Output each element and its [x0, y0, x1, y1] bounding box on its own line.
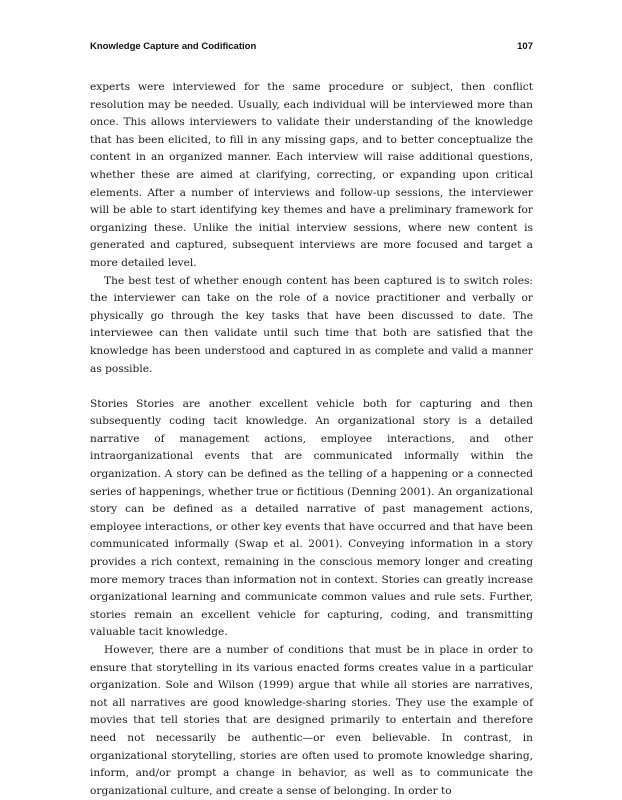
paragraph-1: experts were interviewed for the same procedure or subject, then conflict resolution may be needed. Usually, each individual will be interviewed more than once. This allows interviewers to validate their understanding of the knowledge that has been elicited, to fill in any missing gaps, and to better conceptualize the content in an organized manner. Each interview will raise additional questions, whether these are aimed at clarifying, correcting, or expanding upon critical elements. After a number of interviews and follow-up sessions, the interviewer will be able to start identifying key themes and have a preliminary framework for organizing these. Unlike the initial interview sessions, where new content is generated and captured, subsequent interviews are more focused and target a more detailed level. — [90, 81, 533, 269]
paragraph-2: The best test of whether enough content has been captured is to switch roles: the interviewer can take on the role of a novice practitioner and verbally or physically go through the key tasks that have been discussed to date. The interviewee can then validate until such time that both are satisfied that the knowledge has been understood and captured in as complete and valid a manner as possible. — [90, 274, 533, 375]
body-text — [90, 79, 533, 800]
running-head — [90, 41, 533, 57]
paragraph-3: Stories are another excellent vehicle both for capturing and then subsequently coding tacit knowledge. An organizational story is a detailed narrative of management actions, employee interactions, and other intraorganizational events that are communicated informally within the organization. A story can be defined as the telling of a happening or a connected series of happenings, whether true or fictitious (Denning 2001). An organizational story can be defined as a detailed narrative of past management actions, employee interactions, or other key events that have occurred and that have been communicated informally (Swap et al. 2001). Conveying information in a story provides a rich context, remaining in the conscious memory longer and creating more memory traces than information not in context. Stories can greatly increase organizational learning and communicate common values and rule sets. Further, stories remain an excellent vehicle for capturing, coding, and transmitting valuable tacit knowledge. — [90, 397, 533, 639]
running-title: Knowledge Capture and Codification — [90, 41, 257, 52]
stories-paragraph — [90, 396, 533, 642]
section-heading-stories: Stories — [90, 397, 129, 410]
paragraph-4: However, there are a number of conditions that must be in place in order to ensure that storytelling in its various enacted forms creates value in a particular organization. Sole and Wilson (1999) argue that while all stories are narratives, not all narratives are good knowledge-sharing stories. They use the example of movies that tell stories that are designed primarily to entertain and therefore need not necessarily be authentic—or even believable. In contrast, in organizational storytelling, stories are often used to promote knowledge sharing, inform, and/or prompt a change in behavior, as well as to communicate the organizational culture, and create a sense of belonging. In order to — [90, 644, 533, 797]
page-number: 107 — [517, 41, 533, 52]
